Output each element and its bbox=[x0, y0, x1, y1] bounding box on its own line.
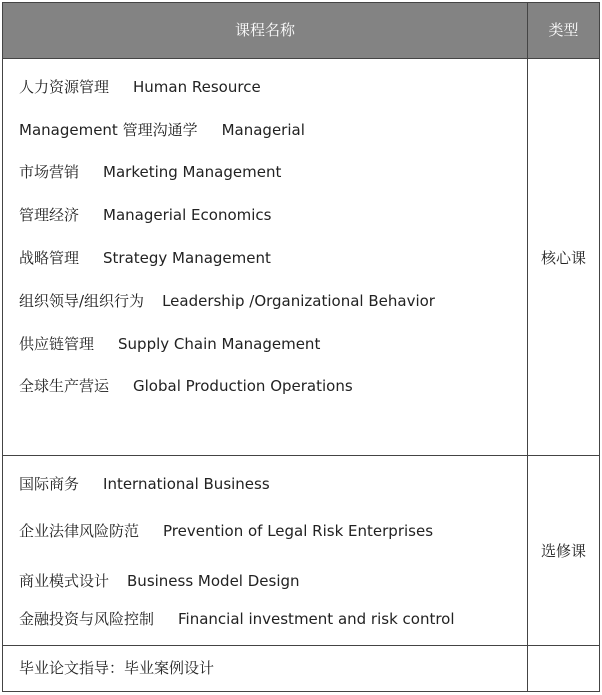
course-name-en: Marketing Management bbox=[103, 163, 282, 181]
course-item bbox=[19, 162, 281, 182]
course-name-en: Business Model Design bbox=[127, 572, 300, 590]
course-name-en: Managerial Economics bbox=[103, 206, 272, 224]
course-item bbox=[19, 376, 353, 396]
thesis-row bbox=[3, 646, 599, 691]
course-name-zh: 国际商务 bbox=[19, 475, 80, 493]
course-name-en: Leadership /Organizational Behavior bbox=[162, 292, 435, 310]
course-name-zh: 人力资源管理 bbox=[19, 78, 110, 96]
course-table bbox=[2, 2, 600, 692]
thesis-type-cell bbox=[528, 646, 599, 691]
course-name-zh: 战略管理 bbox=[19, 249, 80, 267]
course-item bbox=[19, 248, 271, 268]
course-name-zh: Management 管理沟通学 bbox=[19, 121, 198, 139]
elective-courses-row bbox=[3, 456, 599, 646]
course-name-en: Human Resource bbox=[133, 78, 261, 96]
course-item bbox=[19, 571, 300, 591]
core-course-type: 核心课 bbox=[540, 248, 586, 267]
course-item bbox=[19, 120, 305, 140]
course-name-zh: 组织领导/组织行为 bbox=[19, 292, 145, 310]
course-item bbox=[19, 521, 433, 541]
course-name-zh: 金融投资与风险控制 bbox=[19, 610, 155, 628]
table-header bbox=[3, 3, 599, 59]
core-courses-cell bbox=[3, 59, 528, 455]
course-name-en: Financial investment and risk control bbox=[178, 610, 455, 628]
elective-courses-cell bbox=[3, 456, 528, 645]
course-name-zh: 供应链管理 bbox=[19, 335, 95, 353]
course-name-en: Global Production Operations bbox=[133, 377, 353, 395]
course-name-en: Managerial bbox=[221, 121, 305, 139]
thesis-text: 毕业论文指导：毕业案例设计 bbox=[19, 659, 215, 677]
thesis-cell bbox=[3, 646, 528, 691]
course-item bbox=[19, 291, 435, 311]
course-item bbox=[19, 474, 270, 494]
elective-course-type: 选修课 bbox=[540, 542, 586, 560]
course-name-zh: 管理经济 bbox=[19, 206, 80, 224]
course-type-column-header: 类型 bbox=[548, 21, 579, 39]
course-name-zh: 商业模式设计 bbox=[19, 572, 110, 590]
course-item bbox=[19, 77, 261, 97]
course-item bbox=[19, 334, 320, 354]
course-name-zh: 企业法律风险防范 bbox=[19, 522, 140, 540]
course-name-en: Supply Chain Management bbox=[118, 335, 321, 353]
course-name-zh: 全球生产营运 bbox=[19, 377, 110, 395]
course-item bbox=[19, 205, 272, 225]
core-courses-row bbox=[3, 59, 599, 456]
course-name-zh: 市场营销 bbox=[19, 163, 80, 181]
course-name-en: Prevention of Legal Risk Enterprises bbox=[163, 522, 434, 540]
course-item bbox=[19, 609, 455, 629]
course-name-en: International Business bbox=[103, 475, 270, 493]
course-name-en: Strategy Management bbox=[103, 249, 271, 267]
course-name-column-header: 课程名称 bbox=[3, 3, 528, 58]
